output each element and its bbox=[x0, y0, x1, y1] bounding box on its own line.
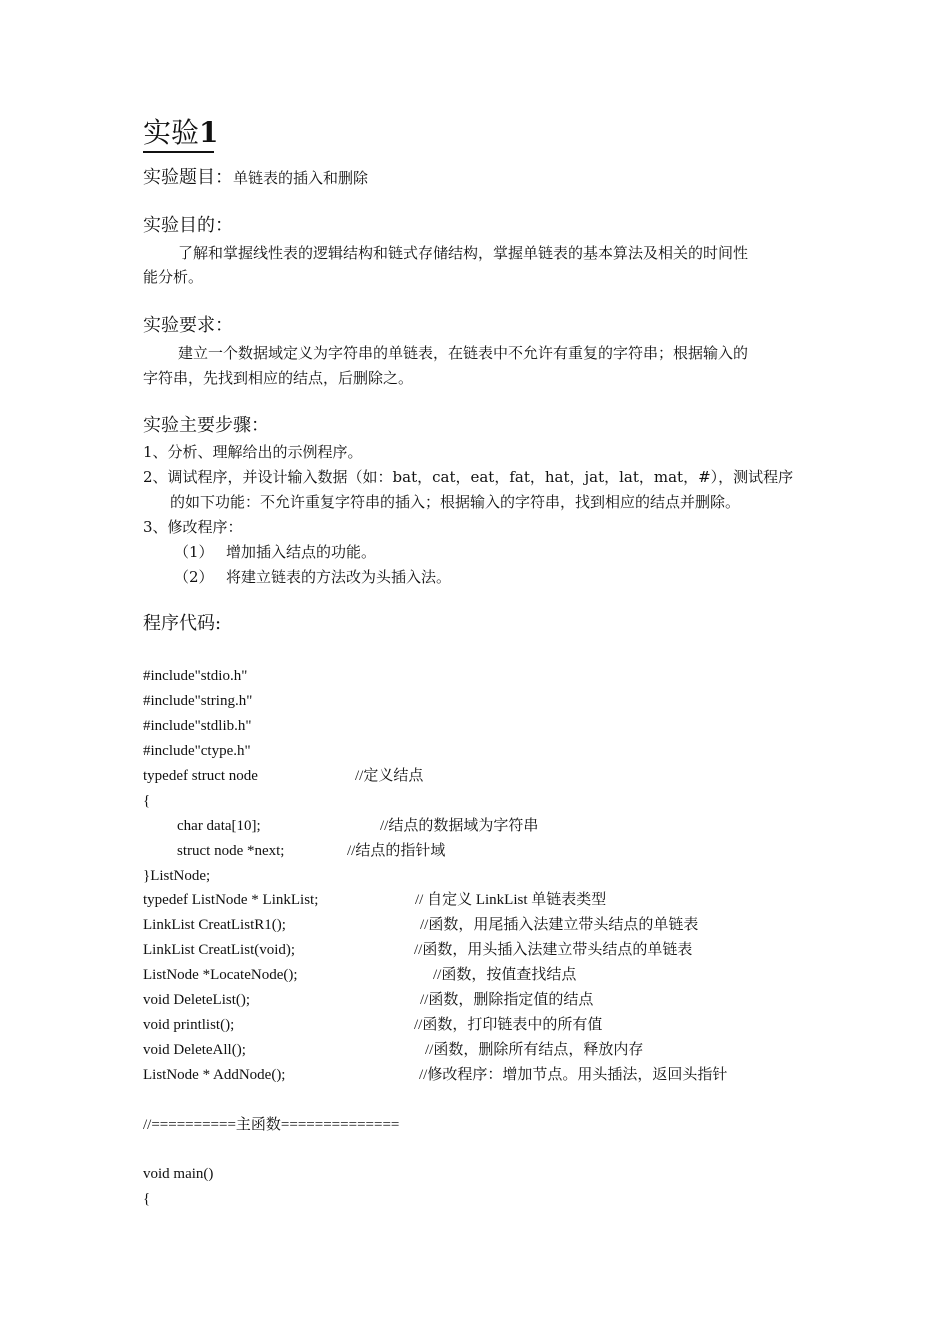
code-line-deletelist: void DeleteList(); bbox=[143, 992, 251, 1008]
substep-2-number: （2） bbox=[174, 568, 214, 586]
code-line-next-pointer: struct node *next; bbox=[177, 843, 285, 859]
code-line-include-string: #include"string.h" bbox=[143, 693, 253, 709]
code-line-printlist: void printlist(); bbox=[143, 1017, 235, 1033]
code-line-include-stdlib: #include"stdlib.h" bbox=[143, 718, 252, 734]
code-line-locatenode: ListNode *LocateNode(); bbox=[143, 967, 298, 983]
code-line-main-open-brace: { bbox=[143, 1191, 151, 1207]
page-title bbox=[143, 115, 219, 151]
step-2-line-2: 的如下功能：不允许重复字符串的插入；根据输入的字符串，找到相应的结点并删除。 bbox=[170, 493, 741, 511]
step-1: 1、分析、理解给出的示例程序。 bbox=[143, 443, 363, 461]
substep-2-text: 将建立链表的方法改为头插入法。 bbox=[226, 568, 452, 586]
code-line-typedef-linklist: typedef ListNode * LinkList; bbox=[143, 892, 319, 908]
purpose-line-2: 能分析。 bbox=[143, 268, 204, 286]
title-label: 实验 bbox=[143, 116, 200, 149]
code-comment-pointer-field: //结点的指针域 bbox=[347, 843, 446, 859]
purpose-heading: 实验目的： bbox=[143, 215, 233, 236]
code-line-listnode: }ListNode; bbox=[143, 868, 211, 884]
code-line-deleteall: void DeleteAll(); bbox=[143, 1042, 246, 1058]
code-comment-linklist-type: // 自定义 LinkList 单链表类型 bbox=[415, 892, 607, 908]
requirements-line-2: 字符串，先找到相应的结点，后删除之。 bbox=[143, 369, 414, 387]
code-heading: 程序代码: bbox=[143, 613, 222, 634]
code-comment-creatlist: //函数，用头插入法建立带头结点的单链表 bbox=[414, 942, 693, 958]
title-underline bbox=[143, 151, 214, 153]
code-line-main-separator: //==========主函数============== bbox=[143, 1117, 400, 1133]
code-comment-deleteall: //函数，删除所有结点，释放内存 bbox=[425, 1042, 644, 1058]
code-line-include-stdio: #include"stdio.h" bbox=[143, 668, 248, 684]
code-line-include-ctype: #include"ctype.h" bbox=[143, 743, 251, 759]
code-comment-deletelist: //函数，删除指定值的结点 bbox=[420, 992, 594, 1008]
code-comment-printlist: //函数，打印链表中的所有值 bbox=[414, 1017, 603, 1033]
topic-line bbox=[143, 166, 368, 190]
code-comment-locatenode: //函数，按值查找结点 bbox=[433, 967, 577, 983]
code-line-open-brace: { bbox=[143, 793, 151, 809]
requirements-line-1: 建立一个数据域定义为字符串的单链表，在链表中不允许有重复的字符串；根据输入的 bbox=[178, 344, 749, 362]
step-2-line-1: 2、调试程序，并设计输入数据（如：bat，cat，eat，fat，hat，jat，lat，mat，#），测试程序 bbox=[143, 468, 794, 486]
code-comment-define-node: //定义结点 bbox=[355, 768, 424, 784]
code-comment-data-field: //结点的数据域为字符串 bbox=[380, 818, 539, 834]
code-line-creatlistr1: LinkList CreatListR1(); bbox=[143, 917, 286, 933]
topic-label: 实验题目： bbox=[143, 167, 233, 188]
steps-heading: 实验主要步骤： bbox=[143, 415, 269, 436]
code-line-typedef-struct: typedef struct node bbox=[143, 768, 258, 784]
substep-1-number: （1） bbox=[174, 543, 214, 561]
code-comment-creatlistr1: //函数，用尾插入法建立带头结点的单链表 bbox=[420, 917, 699, 933]
code-line-void-main: void main() bbox=[143, 1166, 214, 1182]
code-line-creatlist: LinkList CreatList(void); bbox=[143, 942, 296, 958]
code-line-addnode: ListNode * AddNode(); bbox=[143, 1067, 286, 1083]
code-comment-addnode: //修改程序：增加节点。用头插法，返回头指针 bbox=[419, 1067, 728, 1083]
requirements-heading: 实验要求： bbox=[143, 315, 233, 336]
purpose-line-1: 了解和掌握线性表的逻辑结构和链式存储结构，掌握单链表的基本算法及相关的时间性 bbox=[178, 244, 749, 262]
step-3: 3、修改程序： bbox=[143, 518, 243, 536]
substep-1-text: 增加插入结点的功能。 bbox=[226, 543, 377, 561]
topic-value: 单链表的插入和删除 bbox=[233, 169, 369, 187]
code-line-char-data: char data[10]; bbox=[177, 818, 261, 834]
title-number: 1 bbox=[199, 116, 219, 149]
